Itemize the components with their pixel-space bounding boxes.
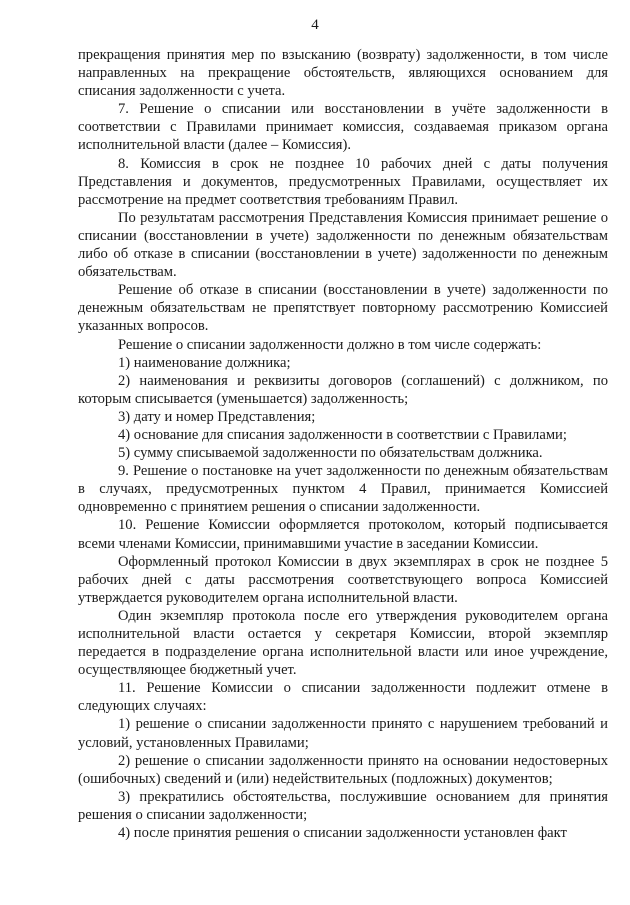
- paragraph-item-11: 11. Решение Комиссии о списании задолженности подлежит отмене в следующих случаях:: [78, 680, 608, 715]
- paragraph-item-9: 9. Решение о постановке на учет задолженности по денежным обязательствам в случаях, предусмотренных пунктом 4 Правил, принимается Комиссией одновременно с принятием решения о списании задолженности.: [78, 463, 608, 516]
- list-item-violation: 1) решение о списании задолженности принято с нарушением требований и условий, установленных Правилами;: [78, 716, 608, 751]
- paragraph-decision-contents: Решение о списании задолженности должно в том числе содержать:: [118, 336, 542, 353]
- document-body: [78, 46, 608, 842]
- list-item-circumstances-ceased: 3) прекратились обстоятельства, послужившие основанием для принятия решения о списании задолженности;: [78, 788, 608, 823]
- paragraph-refusal: Решение об отказе в списании (восстановлении в учете) задолженности по денежным обязательствам не препятствует повторному рассмотрению Комиссией указанных вопросов.: [78, 282, 608, 335]
- list-item-contracts: 2) наименования и реквизиты договоров (соглашений) с должником, по которым списывается (уменьшается) задолженность;: [78, 372, 608, 407]
- list-item-submission-date: 3) дату и номер Представления;: [118, 408, 316, 425]
- list-item-amount: 5) сумму списываемой задолженности по обязательствам должника.: [118, 445, 543, 462]
- list-item-debtor-name: 1) наименование должника;: [118, 354, 291, 371]
- paragraph-continuation: прекращения принятия мер по взысканию (возврату) задолженности, в том числе направленных на прекращение обстоятельств, являющихся основанием для списания задолженности с учета.: [78, 47, 608, 100]
- list-item-fact-established: 4) после принятия решения о списании задолженности установлен факт: [118, 825, 567, 842]
- page-number: 4: [311, 17, 319, 33]
- list-item-false-info: 2) решение о списании задолженности принято на основании недостоверных (ошибочных) сведений и (или) недействительных (подложных) документов;: [78, 752, 608, 787]
- paragraph-item-10: 10. Решение Комиссии оформляется протоколом, который подписывается всеми членами Комиссии, принимавшими участие в заседании Комиссии.: [78, 517, 608, 552]
- paragraph-item-7: 7. Решение о списании или восстановлении в учёте задолженности в соответствии с Правилами принимает комиссия, создаваемая приказом органа исполнительной власти (далее – Комиссия).: [78, 101, 608, 154]
- paragraph-review-results: По результатам рассмотрения Представления Комиссия принимает решение о списании (восстановлении в учете) задолженности по денежным обязательствам либо об отказе в списании (восстановлении в учете) задолженности по денежным обязательствам.: [78, 209, 608, 281]
- paragraph-protocol-approval: Оформленный протокол Комиссии в двух экземплярах в срок не позднее 5 рабочих дней с даты рассмотрения соответствующего вопроса Комиссией утверждается руководителем органа исполнительной власти.: [78, 553, 608, 606]
- list-item-basis: 4) основание для списания задолженности в соответствии с Правилами;: [118, 426, 567, 443]
- paragraph-item-8: 8. Комиссия в срок не позднее 10 рабочих дней с даты получения Представления и документов, предусмотренных Правилами, осуществляет их рассмотрение на предмет соответствия требованиям Правил.: [78, 155, 608, 208]
- paragraph-protocol-copies: Один экземпляр протокола после его утверждения руководителем органа исполнительной власти остается у секретаря Комиссии, второй экземпляр передается в подразделение органа исполнительной власти или иное учреждение, осуществляющее бюджетный учет.: [78, 607, 608, 679]
